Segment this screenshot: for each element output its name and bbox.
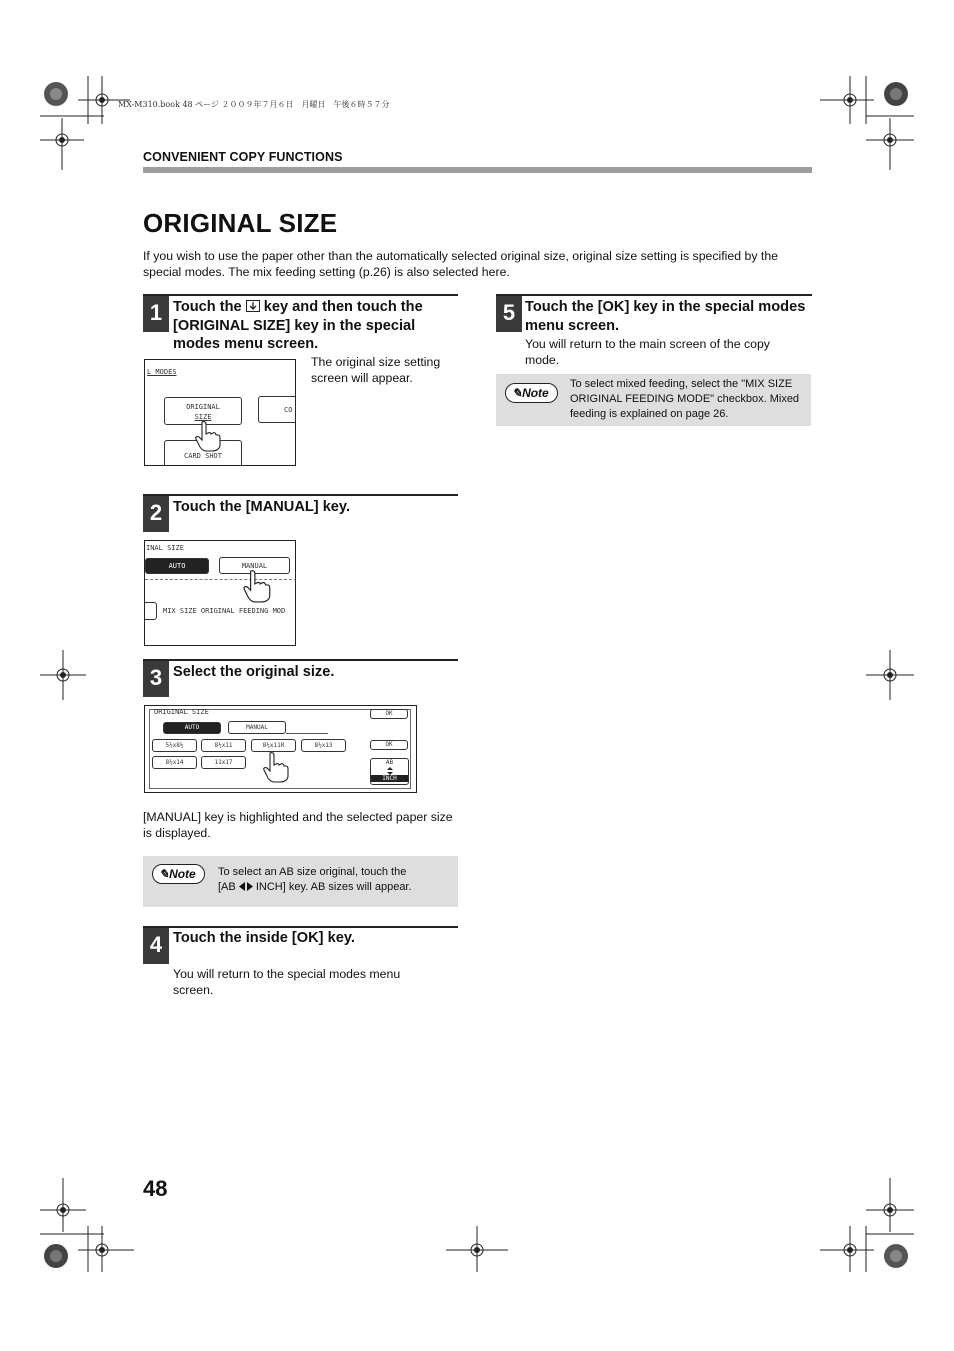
card-shot-button[interactable]: CARD SHOT — [164, 440, 242, 466]
page-number: 48 — [143, 1176, 168, 1201]
partial-button[interactable]: CO — [258, 396, 296, 423]
step-5-title: Touch the [OK] key in the special modes menu screen. — [525, 299, 806, 334]
note-text: To select an AB size original, touch the [AB INCH] key. AB sizes will appear. — [218, 866, 412, 893]
section-label: CONVENIENT COPY FUNCTIONS — [143, 150, 343, 164]
mix-size-label: MIX SIZE ORIGINAL FEEDING MOD — [163, 607, 286, 615]
size-button[interactable]: 5½x8½ — [152, 739, 197, 752]
step-2-number: 2 — [143, 496, 169, 532]
manual-button[interactable]: MANUAL — [219, 557, 290, 574]
step-1-title: Touch the key and then touch the [ORIGINAL SIZE] key in the special modes menu screen. — [173, 299, 423, 352]
step-4-title: Touch the inside [OK] key. — [173, 930, 355, 946]
step-4-rule — [143, 926, 458, 928]
step-3-number: 3 — [143, 661, 169, 697]
step-3-body: [MANUAL] key is highlighted and the selected paper size is displayed. — [143, 810, 453, 840]
step-5-note — [496, 374, 811, 426]
step-1-screen — [144, 359, 296, 466]
step-1-body: The original size setting screen will appear. — [311, 355, 441, 385]
step-3-title: Select the original size. — [173, 664, 335, 680]
pointing-hand-icon — [262, 751, 290, 783]
step-3-note — [143, 856, 458, 907]
note-text: To select mixed feeding, select the "MIX SIZE ORIGINAL FEEDING MODE" checkbox. Mixed feeding is explained on page 26. — [570, 378, 800, 420]
note-badge: ✎Note — [152, 864, 205, 884]
size-button[interactable]: 8½x13 — [301, 739, 346, 752]
ok-button-top[interactable]: OK — [370, 709, 408, 719]
step-2-rule — [143, 494, 458, 496]
size-button[interactable]: 8½x11R — [251, 739, 296, 752]
left-right-arrow-icon — [239, 882, 253, 891]
step-3-rule — [143, 659, 458, 661]
note-badge: ✎Note — [505, 383, 558, 403]
auto-button[interactable]: AUTO — [145, 558, 209, 574]
size-button[interactable]: 11x17 — [201, 756, 246, 769]
up-down-arrow-icon — [386, 767, 394, 775]
special-modes-key-icon — [246, 300, 260, 312]
original-size-button[interactable]: ORIGINAL SIZE — [164, 397, 242, 425]
pencil-icon: ✎ — [159, 867, 170, 881]
manual-underline — [286, 733, 328, 734]
step-2-screen — [144, 540, 296, 646]
step-1-rule — [143, 294, 458, 296]
intro-paragraph: If you wish to use the paper other than the automatically selected original size, original size setting is specified by the special modes. The mix feeding setting (p.26) is also selected here. — [143, 249, 779, 279]
step-2-title: Touch the [MANUAL] key. — [173, 499, 351, 515]
pointing-hand-icon — [194, 420, 222, 452]
manual-button[interactable]: MANUAL — [228, 721, 286, 734]
print-meta: MX-M310.book 48 ページ ２００９年７月６日 月曜日 午後６時５７分 — [118, 100, 390, 109]
step-1-number: 1 — [143, 296, 169, 332]
auto-button[interactable]: AUTO — [163, 722, 221, 734]
step-5-rule — [496, 294, 812, 296]
pencil-icon: ✎ — [512, 386, 523, 400]
step-5-body: You will return to the main screen of the copy mode. — [525, 337, 770, 367]
screen-header: L MODES — [147, 368, 177, 376]
step-5-number: 5 — [496, 296, 522, 332]
header-bar — [143, 167, 812, 173]
step-4-number: 4 — [143, 928, 169, 964]
size-button[interactable]: 8½x11 — [201, 739, 246, 752]
mix-size-checkbox[interactable] — [144, 602, 157, 620]
size-button[interactable]: 8½x14 — [152, 756, 197, 769]
step-3-screen — [144, 705, 417, 793]
ab-inch-toggle[interactable]: AB INCH — [370, 758, 409, 785]
step-4-body: You will return to the special modes menu screen. — [173, 967, 401, 997]
screen-header: INAL SIZE — [146, 544, 184, 552]
page-title: ORIGINAL SIZE — [143, 208, 338, 238]
ok-button-inner[interactable]: OK — [370, 740, 408, 750]
screen-header: ORIGINAL SIZE — [154, 708, 209, 716]
pointing-hand-icon — [240, 569, 274, 603]
